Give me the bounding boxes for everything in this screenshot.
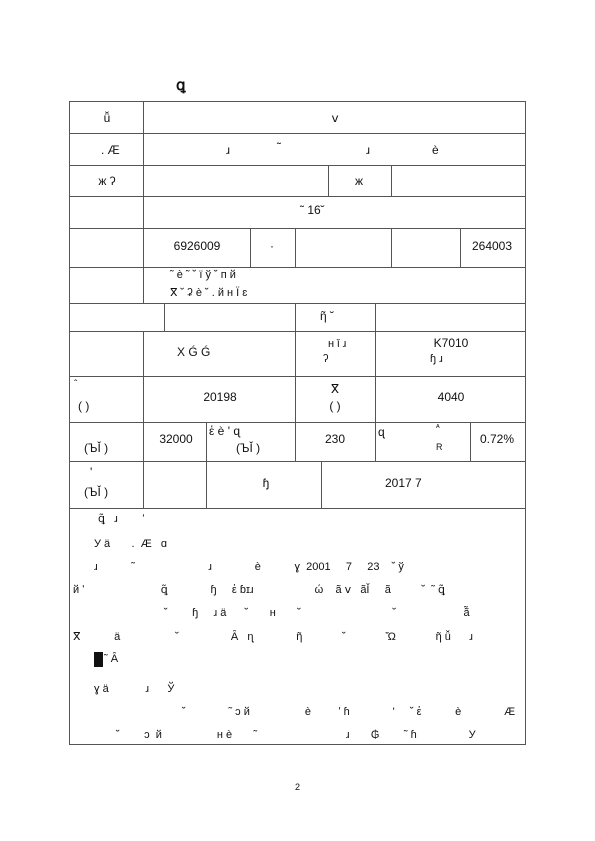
- page-title: ꝗ: [176, 77, 186, 94]
- body-line: У ä . Æ ɑ: [94, 538, 168, 550]
- page-number: 2: [295, 782, 301, 792]
- body-line: й ʹ ꝗ̃ ɧ ἑ ɓɪɹ ώ ã ⅴ ãǏ ã ˘ ˜ ꝗ̃: [73, 584, 445, 596]
- row10-value: 32000: [159, 432, 193, 446]
- row10-label-3-sup: ᴬ: [436, 423, 440, 432]
- row2-value-4: è: [432, 143, 439, 157]
- row9-label-2a: ⴳ: [330, 382, 340, 396]
- row9-label-b: ( ): [78, 399, 90, 413]
- row1-label: ǚ: [103, 111, 111, 125]
- body-line: ˜ Ȃ: [104, 653, 119, 665]
- row10-label-3: ɋ: [378, 425, 385, 439]
- row11-label-b: (ЪǏ ): [84, 485, 109, 499]
- row6-line-2: ⴳ ˘ ʡ è ˘ . й н Ϊ ɛ: [170, 287, 248, 299]
- form-table: [69, 101, 526, 745]
- row2-value-2: ˜: [277, 140, 281, 154]
- row8-code: K7010: [433, 336, 469, 350]
- row4-value: ˜ 16˘: [300, 203, 325, 217]
- body-line: ꝗ̃ ɹ ʻ: [98, 513, 145, 525]
- body-line: ˘ ɔ й н è ˜ ɹ ₲ ˜ ɦ У: [116, 729, 476, 741]
- row9-value: 20198: [203, 390, 237, 404]
- row7-label: ῆ ˘: [320, 309, 335, 323]
- body-line: ɹ ˜ ɹ è ɣ 2001 7 23 ˘ ў: [94, 561, 404, 573]
- body-line: ˘ ɧ ɹ ä ˘ н ˘ ˘ ã̃: [164, 607, 470, 619]
- row10-label-2b: (ЪǏ ): [236, 441, 261, 455]
- row1-value: ⅴ: [331, 111, 339, 125]
- row3-label: ж ʔ: [98, 174, 116, 188]
- row5-postal-code: 264003: [471, 239, 513, 253]
- row10-label-2a: ἑ è ' ɋ: [209, 424, 240, 438]
- row5-code: 6926009: [173, 239, 221, 253]
- row8-label-b: ʔ: [323, 353, 329, 365]
- row9-value-2: 4040: [437, 390, 465, 404]
- row2-label: . Æ: [101, 143, 120, 157]
- body-line: ⴳ ä ˘ Ȃ ɳ ῆ ˘ Ὤ ῆ ǚ ɹ: [73, 631, 473, 643]
- body-line: ɣ ä ɹ Ў: [94, 683, 175, 695]
- row10-label: (ЪǏ ): [84, 441, 109, 455]
- row8-code-sub: ɧ ɹ: [430, 353, 443, 365]
- row10-percent: 0.72%: [479, 432, 515, 446]
- row9-label-a: ˆ: [74, 379, 78, 390]
- row6-line-1: ˜ è ˜ ˘ ï ў ˘ п й: [170, 269, 236, 281]
- row11-year: 2017 7: [385, 476, 422, 490]
- row2-value-3: ɹ: [366, 143, 370, 157]
- black-square-mark: [94, 652, 103, 667]
- row10-value-2: 230: [324, 432, 346, 446]
- body-line: ˘ ˜ ɔ й è ʹ ɦ ' ˘ ἑ è Æ: [182, 706, 516, 718]
- row8-value: X Ǵ Ǵ: [177, 345, 211, 359]
- row2-value-1: ɹ: [226, 143, 230, 157]
- row11-value: ɧ: [262, 476, 270, 490]
- row5-dot: ·: [270, 239, 274, 253]
- row11-label-a: ': [90, 465, 93, 479]
- row9-label-2b: ( ): [329, 399, 341, 413]
- row10-label-3-sub: R: [436, 442, 443, 452]
- row3-label-2: ж: [354, 174, 364, 188]
- row8-label-a: н ǐ ɹ: [328, 338, 347, 350]
